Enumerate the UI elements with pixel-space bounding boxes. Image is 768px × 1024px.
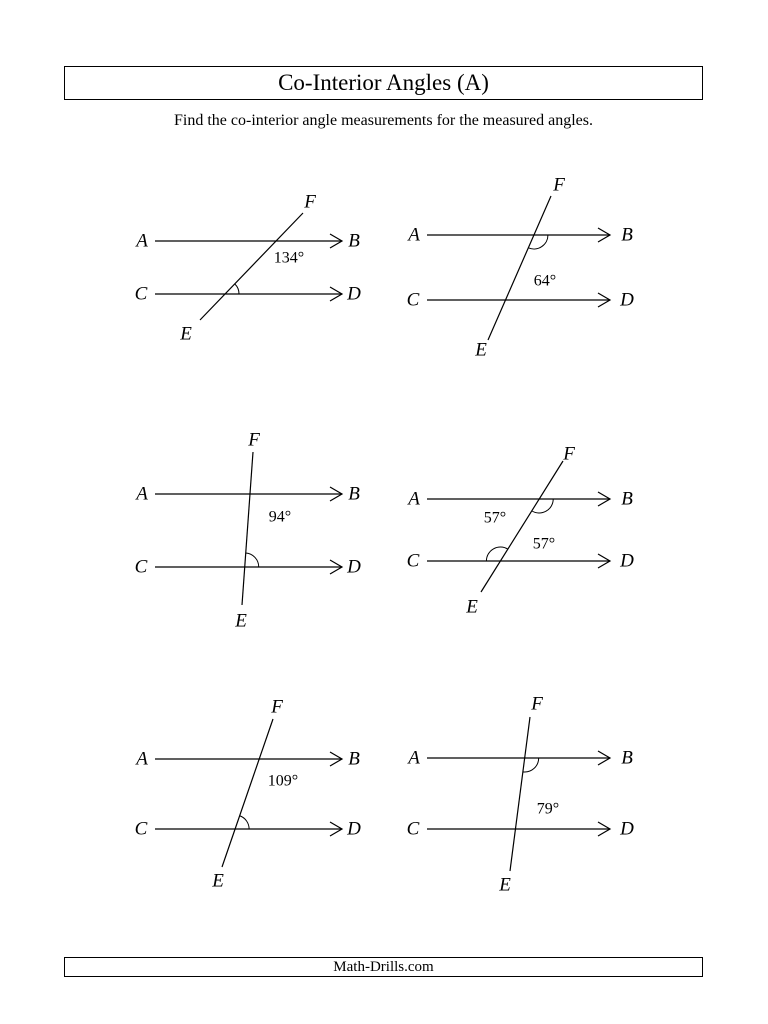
point-label-c: C	[134, 556, 148, 578]
point-label-a: A	[136, 748, 148, 770]
point-label-f: F	[563, 443, 575, 465]
angle-measure: 94°	[268, 508, 292, 526]
point-label-d: D	[347, 556, 361, 578]
title-text: Co-Interior Angles (A)	[278, 70, 489, 95]
angle-arc	[235, 284, 239, 294]
angle-measure: 134°	[273, 249, 305, 267]
point-label-c: C	[134, 818, 148, 840]
transversal-ef	[200, 213, 303, 320]
point-label-c: C	[134, 283, 148, 305]
transversal-ef	[222, 719, 273, 867]
transversal-ef	[510, 717, 530, 871]
point-label-d: D	[620, 289, 634, 311]
point-label-e: E	[499, 874, 511, 896]
point-label-b: B	[348, 748, 360, 770]
point-label-f: F	[531, 693, 543, 715]
problem-1	[134, 192, 361, 345]
transversal-ef	[481, 461, 563, 592]
point-label-c: C	[406, 550, 420, 572]
angle-measure: 64°	[533, 272, 557, 290]
point-label-e: E	[466, 596, 478, 618]
point-label-b: B	[621, 224, 633, 246]
angle-measure: 57°	[483, 509, 507, 527]
point-label-e: E	[180, 323, 192, 345]
problem-6	[406, 694, 634, 896]
footer	[64, 957, 703, 977]
problem-5	[134, 697, 361, 892]
point-label-a: A	[408, 747, 420, 769]
problem-3	[134, 430, 361, 632]
point-label-c: C	[406, 289, 420, 311]
point-label-e: E	[235, 610, 247, 632]
angle-arc	[240, 816, 249, 829]
point-label-a: A	[136, 230, 148, 252]
point-label-b: B	[621, 488, 633, 510]
problem-4	[406, 444, 634, 618]
transversal-ef	[242, 452, 253, 605]
point-label-f: F	[248, 429, 260, 451]
point-label-f: F	[304, 191, 316, 213]
point-label-a: A	[136, 483, 148, 505]
point-label-e: E	[475, 339, 487, 361]
point-label-d: D	[347, 283, 361, 305]
transversal-ef	[488, 196, 551, 340]
point-label-c: C	[406, 818, 420, 840]
problem-2	[406, 175, 634, 361]
point-label-e: E	[212, 870, 224, 892]
point-label-b: B	[621, 747, 633, 769]
point-label-b: B	[348, 230, 360, 252]
point-label-d: D	[347, 818, 361, 840]
angle-measure: 79°	[536, 800, 560, 818]
point-label-d: D	[620, 818, 634, 840]
point-label-a: A	[408, 224, 420, 246]
point-label-f: F	[553, 174, 565, 196]
point-label-b: B	[348, 483, 360, 505]
angle-arc	[246, 553, 259, 567]
instructions: Find the co-interior angle measurements for the measured angles.	[174, 112, 593, 129]
footer-text: Math-Drills.com	[333, 958, 434, 975]
point-label-a: A	[408, 488, 420, 510]
point-label-f: F	[271, 696, 283, 718]
angle-arc	[523, 758, 539, 772]
angle-measure: 57°	[532, 535, 556, 553]
angle-measure: 109°	[267, 772, 299, 790]
point-label-d: D	[620, 550, 634, 572]
